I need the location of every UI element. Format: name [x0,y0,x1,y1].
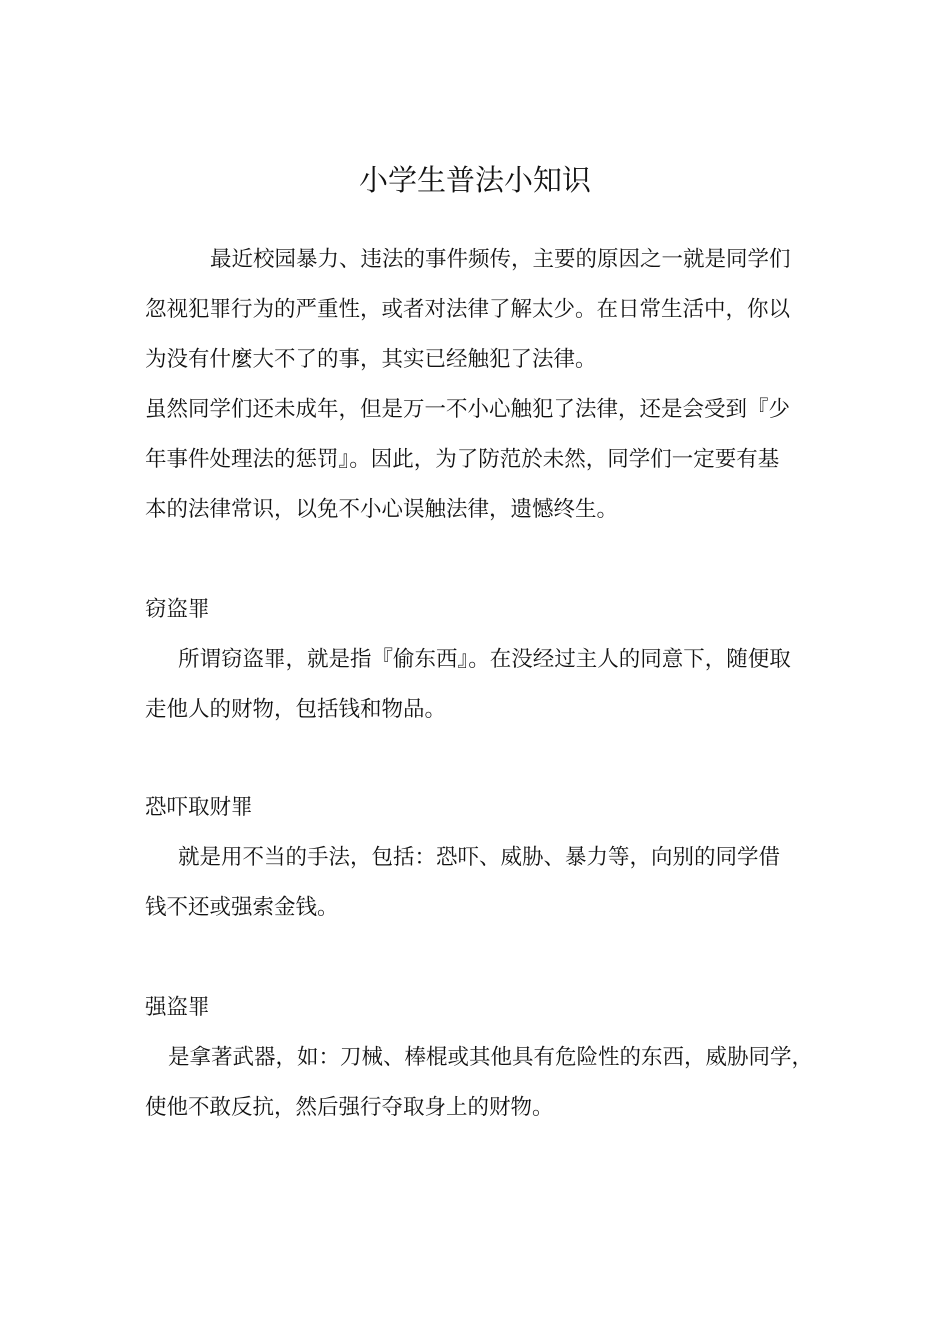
section-heading-extortion: 恐吓取财罪 [145,795,253,820]
section-heading-theft: 窃盗罪 [145,597,210,622]
intro-p1-line-2: 忽视犯罪行为的严重性，或者对法律了解太少。在日常生活中，你以 [145,297,791,322]
document-title: 小学生普法小知识 [358,163,591,197]
section-robbery-line-1: 是拿著武器，如：刀械、棒棍或其他具有危险性的东西，威胁同学， [168,1045,814,1070]
intro-p2-line-1: 虽然同学们还未成年，但是万一不小心触犯了法律，还是会受到『少 [145,397,791,422]
section-extortion-line-1: 就是用不当的手法，包括：恐吓、威胁、暴力等，向别的同学借 [178,845,781,870]
section-robbery-line-2: 使他不敢反抗，然后强行夺取身上的财物。 [145,1095,554,1120]
section-heading-robbery: 强盗罪 [145,995,210,1020]
section-extortion-line-2: 钱不还或强索金钱。 [145,895,339,920]
intro-p1-line-3: 为没有什麼大不了的事，其实已经触犯了法律。 [145,347,597,372]
intro-p1-line-1: 最近校园暴力、违法的事件频传，主要的原因之一就是同学们 [210,247,791,272]
section-theft-line-1: 所谓窃盗罪，就是指『偷东西』。在没经过主人的同意下，随便取 [178,647,791,672]
intro-p2-line-3: 本的法律常识，以免不小心误触法律，遗憾终生。 [145,497,619,522]
intro-p2-line-2: 年事件处理法的惩罚』。因此，为了防范於未然，同学们一定要有基 [145,447,780,472]
section-theft-line-2: 走他人的财物，包括钱和物品。 [145,697,447,722]
